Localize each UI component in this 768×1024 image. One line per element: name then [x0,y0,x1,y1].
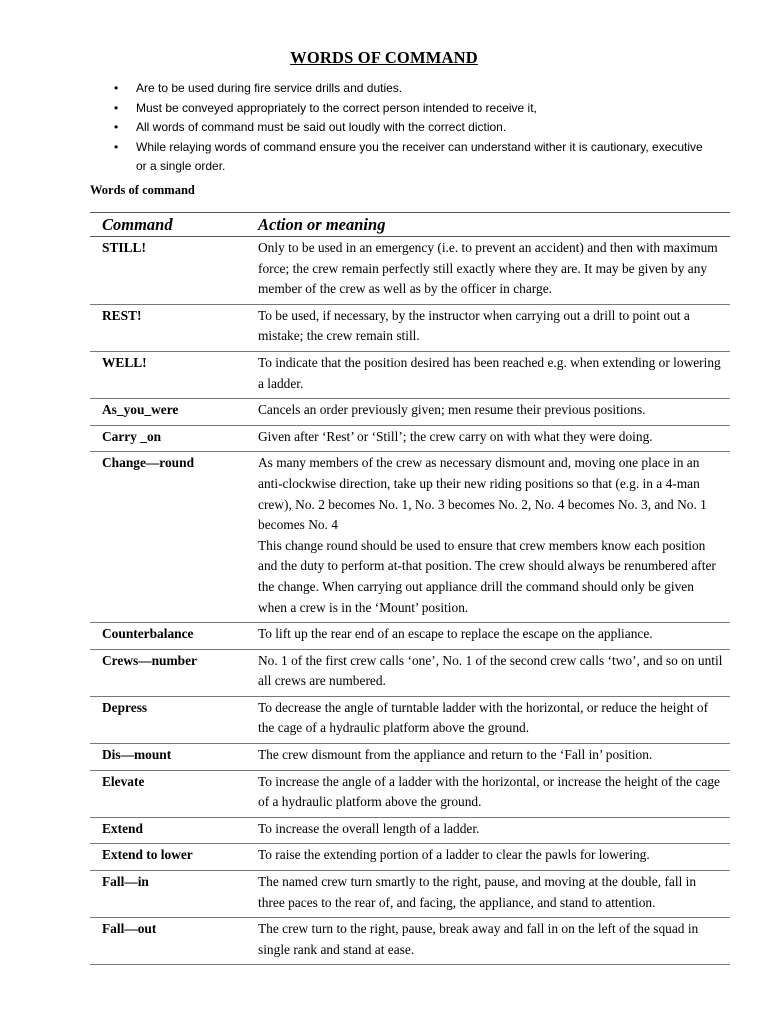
command-cell: Fall—in [90,871,246,918]
command-cell: Counterbalance [90,623,246,650]
table-caption: Words of command [90,183,195,197]
list-item: • Are to be used during fire service drills and duties. [112,79,712,99]
table-row [90,304,730,351]
meaning-cell [246,844,730,871]
list-item: • All words of command must be said out loudly with the correct diction. [112,118,712,138]
meaning-cell [246,817,730,844]
meaning-text: Given after ‘Rest’ or ‘Still’; the crew carry on with what they were doing. [258,428,653,444]
bullet-icon: • [114,100,119,115]
table-row [90,425,730,452]
list-item: • While relaying words of command ensure you the receiver can understand wither it is cautionary, executive or a single order. [114,139,703,173]
command-cell: WELL! [90,351,246,398]
table-row [90,649,730,696]
table-row [90,918,730,965]
meaning-text: The crew turn to the right, pause, break away and fall in on the left of the squad in single rank and stand at ease. [258,921,699,957]
table-row [90,696,730,743]
command-cell: Dis—mount [90,744,246,771]
meaning-text: To be used, if necessary, by the instructor when carrying out a drill to point out a mistake; the crew remain still. [258,307,690,344]
table-row [90,871,730,918]
commands-table [90,212,730,965]
table-row [90,237,730,305]
command-cell: REST! [90,304,246,351]
meaning-text: The crew dismount from the appliance and return to the ‘Fall in’ position. [258,747,653,763]
bullet-icon: • [114,120,119,134]
meaning-cell [246,623,730,650]
meaning-text: To raise the extending portion of a ladder to clear the pawls for lowering. [258,847,650,863]
meaning-cell [246,425,730,452]
meaning-cell [246,452,730,623]
meaning-cell [246,744,730,771]
command-cell: Fall—out [90,918,246,965]
meaning-text: As many members of the crew as necessary dismount and, moving one place in an anti-clockwise direction, take up their new riding positions so that (e.g. in a 4-man crew), No. 2 becomes No. 1, No. 3 becomes No. 2, No. 4 becomes No. 3, and No. 1 becomes No. 4 [258,455,707,533]
command-cell: Carry _on [90,425,246,452]
command-cell: Extend to lower [90,844,246,871]
meaning-cell [246,770,730,817]
meaning-text: To increase the angle of a ladder with the horizontal, or increase the height of the cage of a hydraulic platform above the ground. [258,773,720,810]
column-header-meaning: Action or meaning [246,213,730,237]
command-cell: Extend [90,817,246,844]
bullet-icon: • [114,81,119,95]
meaning-cell [246,696,730,743]
meaning-cell [246,304,730,351]
command-cell: Elevate [90,770,246,817]
table-row [90,844,730,871]
table-header-row [90,213,730,237]
meaning-text: To decrease the angle of turntable ladder with the horizontal, or reduce the height of the cage of a hydraulic platform above the ground. [258,699,709,736]
meaning-text: This change round should be used to ensure that crew members know each position and the duty to perform at-that position. The crew should always be renumbered after the change. When carrying out appliance drill the command should only be given when a crew is in the ‘Mount’ position. [258,537,716,615]
command-cell: As_you_were [90,399,246,426]
column-header-command: Command [90,213,246,237]
document-title: WORDS OF COMMAND [290,48,478,67]
list-item: • Must be conveyed appropriately to the correct person intended to receive it, [112,99,712,119]
meaning-cell [246,237,730,305]
meaning-cell [246,351,730,398]
table-row [90,744,730,771]
meaning-cell [246,918,730,965]
table-row [90,399,730,426]
command-cell: Change—round [90,452,246,623]
meaning-text: No. 1 of the first crew calls ‘one’, No. 1 of the second crew calls ‘two’, and so on until all crews are numbered. [258,652,723,689]
meaning-cell [246,871,730,918]
meaning-text: Cancels an order previously given; men resume their previous positions. [258,402,646,418]
meaning-text: To lift up the rear end of an escape to replace the escape on the appliance. [258,626,653,642]
meaning-text: To indicate that the position desired has been reached e.g. when extending or lowering a ladder. [258,354,721,391]
command-cell: STILL! [90,237,246,305]
bullet-icon: • [114,139,119,154]
meaning-cell [246,399,730,426]
table-row [90,623,730,650]
meaning-cell [246,649,730,696]
command-cell: Crews—number [90,649,246,696]
meaning-text: The named crew turn smartly to the right, pause, and moving at the double, fall in three paces to the rear of, and facing, the appliance, and stand to attention. [258,874,697,910]
table-row [90,452,730,623]
table-row [90,770,730,817]
meaning-text: To increase the overall length of a ladder. [258,820,480,836]
rules-list [112,79,712,177]
command-cell: Depress [90,696,246,743]
meaning-text: Only to be used in an emergency (i.e. to prevent an accident) and then with maximum force; the crew remain perfectly still exactly where they are. It may be given by any member of the crew as well as by the officer in charge. [258,240,718,297]
table-row [90,351,730,398]
table-row [90,817,730,844]
